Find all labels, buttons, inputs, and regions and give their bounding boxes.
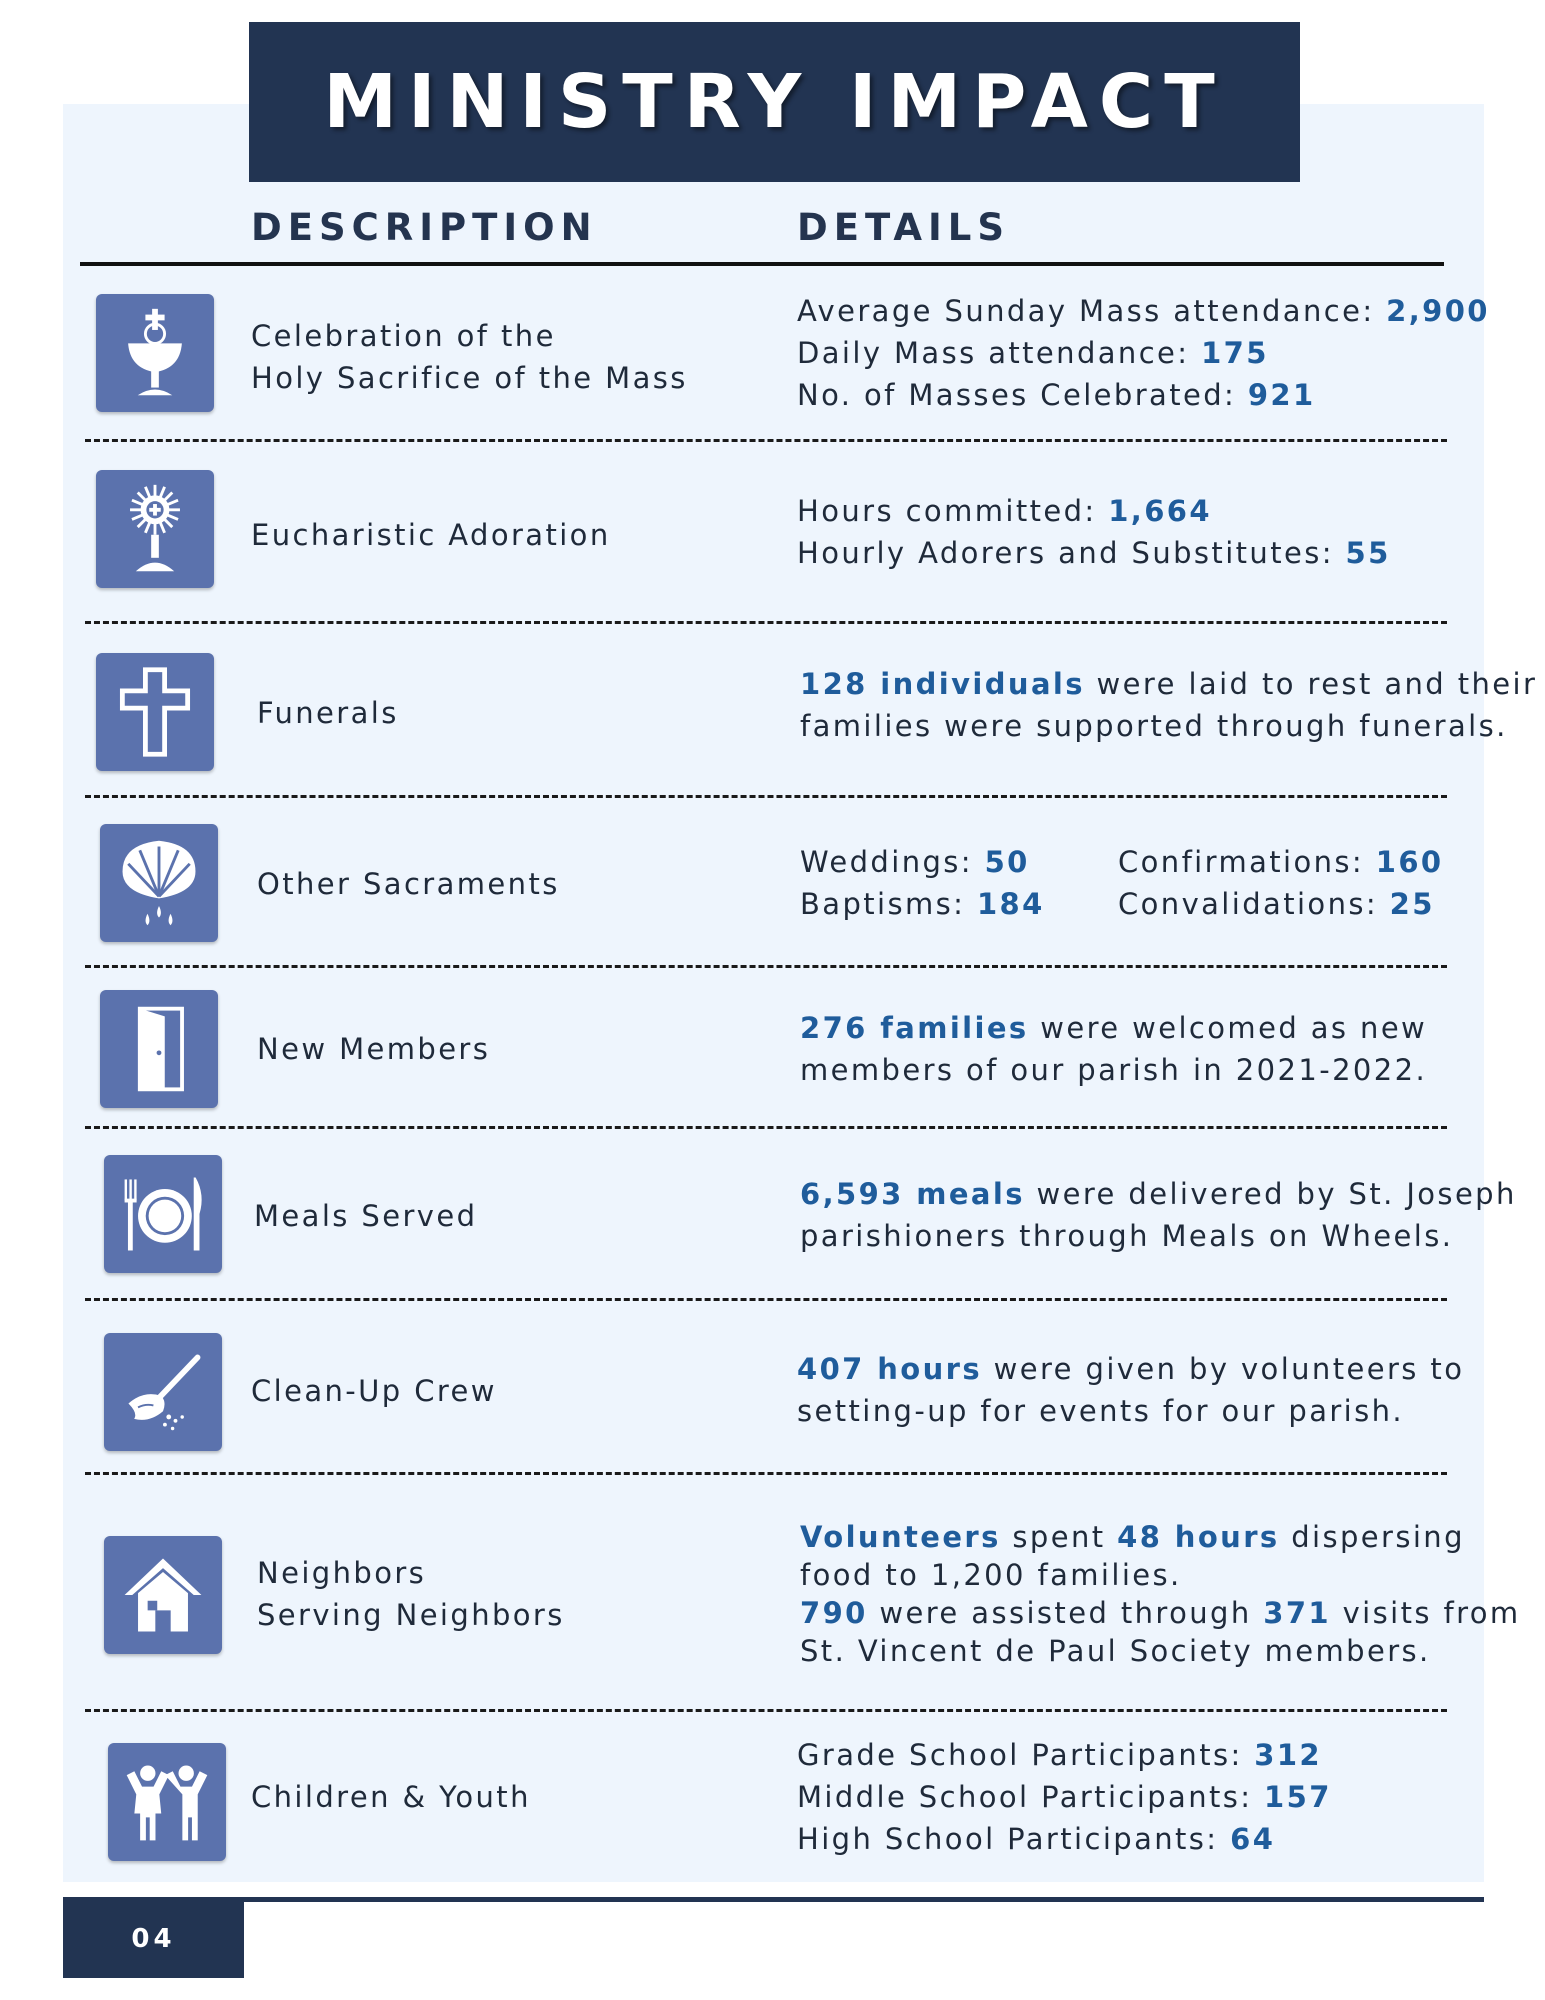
detail-line: 407 hours were given by volunteers to: [797, 1352, 1465, 1386]
detail-line: 128 individuals were laid to rest and their: [800, 667, 1538, 701]
detail-line: Grade School Participants: 312: [797, 1738, 1323, 1772]
row-separator: [85, 1709, 1447, 1712]
stat-highlight: 128 individuals: [800, 667, 1085, 701]
desc-cleanup: Clean-Up Crew: [251, 1374, 497, 1408]
detail-line: Hourly Adorers and Substitutes: 55: [797, 536, 1391, 570]
detail-line: Convalidations: 25: [1118, 887, 1435, 921]
chalice-icon: [96, 294, 214, 412]
stat-highlight: Volunteers: [800, 1520, 1001, 1554]
stat-highlight: 407 hours: [797, 1352, 983, 1386]
details-cleanup: [797, 1348, 1464, 1432]
detail-line: 790 were assisted through 371 visits from: [800, 1596, 1521, 1630]
detail-line: High School Participants: 64: [797, 1822, 1276, 1856]
row-separator: [85, 621, 1447, 624]
stat-highlight: 790: [800, 1596, 868, 1630]
details-funerals: [800, 663, 1537, 747]
title-banner: [249, 22, 1300, 182]
detail-line: 276 families were welcomed as new: [800, 1011, 1428, 1045]
details-members: [800, 1007, 1427, 1091]
house-icon: [104, 1536, 222, 1654]
row-separator: [85, 795, 1447, 798]
footer-rule: [63, 1897, 1484, 1902]
desc-sacraments: Other Sacraments: [257, 867, 560, 901]
detail-line: Baptisms: 184: [800, 887, 1045, 921]
detail-line: Hours committed: 1,664: [797, 494, 1212, 528]
stat-highlight: 276 families: [800, 1011, 1029, 1045]
detail-line: Confirmations: 160: [1118, 845, 1444, 879]
plate-fork-knife-icon: [104, 1155, 222, 1273]
stat-value: 160: [1375, 845, 1444, 879]
desc-neighbors-line2: Serving Neighbors: [257, 1598, 565, 1632]
desc-neighbors: [257, 1552, 565, 1636]
details-sacraments-left: [800, 841, 1045, 925]
stat-value: 1,664: [1108, 494, 1212, 528]
details-meals: [800, 1173, 1517, 1257]
monstrance-icon: [96, 470, 214, 588]
desc-meals: Meals Served: [254, 1199, 478, 1233]
stat-value: 921: [1247, 378, 1316, 412]
detail-line: Middle School Participants: 157: [797, 1780, 1332, 1814]
detail-line: food to 1,200 families.: [800, 1558, 1182, 1592]
page-title: MINISTRY IMPACT: [323, 59, 1226, 145]
desc-adoration: Eucharistic Adoration: [251, 518, 611, 552]
row-separator: [85, 1126, 1447, 1129]
stat-value: 184: [976, 887, 1045, 921]
open-door-icon: [100, 990, 218, 1108]
details-adoration: [797, 490, 1391, 574]
stat-value: 2,900: [1386, 294, 1490, 328]
column-header-description: DESCRIPTION: [251, 206, 598, 249]
desc-mass-line1: Celebration of the: [251, 319, 556, 353]
stat-value: 312: [1254, 1738, 1323, 1772]
row-separator: [85, 965, 1447, 968]
detail-line: St. Vincent de Paul Society members.: [800, 1634, 1431, 1668]
row-separator: [85, 439, 1447, 442]
detail-line: setting-up for events for our parish.: [797, 1394, 1405, 1428]
broom-icon: [104, 1333, 222, 1451]
stat-value: 50: [984, 845, 1030, 879]
details-mass: [797, 290, 1490, 416]
desc-members: New Members: [257, 1032, 491, 1066]
details-sacraments-right: [1118, 841, 1443, 925]
desc-youth: Children & Youth: [251, 1780, 531, 1814]
column-header-details: DETAILS: [797, 206, 1010, 249]
page-number: 04: [131, 1923, 176, 1954]
row-separator: [85, 1472, 1447, 1475]
detail-line: members of our parish in 2021-2022.: [800, 1053, 1428, 1087]
stat-highlight: 6,593 meals: [800, 1177, 1025, 1211]
page-number-box: [63, 1899, 244, 1978]
baptism-shell-icon: [100, 824, 218, 942]
stat-highlight: 48 hours: [1117, 1520, 1280, 1554]
desc-mass-line2: Holy Sacrifice of the Mass: [251, 361, 688, 395]
detail-line: families were supported through funerals.: [800, 709, 1508, 743]
detail-line: Volunteers spent 48 hours dispersing: [800, 1520, 1465, 1554]
cross-icon: [96, 653, 214, 771]
detail-line: parishioners through Meals on Wheels.: [800, 1219, 1454, 1253]
header-rule: [80, 262, 1444, 266]
desc-neighbors-line1: Neighbors: [257, 1556, 427, 1590]
desc-funerals: Funerals: [257, 696, 399, 730]
stat-value: 157: [1264, 1780, 1332, 1814]
detail-line: 6,593 meals were delivered by St. Joseph: [800, 1177, 1517, 1211]
stat-value: 64: [1230, 1822, 1276, 1856]
stat-value: 175: [1201, 336, 1269, 370]
row-separator: [85, 1298, 1447, 1301]
detail-line: Weddings: 50: [800, 845, 1030, 879]
stat-highlight: 371: [1263, 1596, 1331, 1630]
stat-value: 25: [1389, 887, 1435, 921]
children-icon: [108, 1743, 226, 1861]
desc-mass: [251, 315, 688, 399]
details-youth: [797, 1734, 1332, 1860]
details-neighbors: [800, 1518, 1521, 1670]
detail-line: No. of Masses Celebrated: 921: [797, 378, 1316, 412]
detail-line: Daily Mass attendance: 175: [797, 336, 1269, 370]
stat-value: 55: [1345, 536, 1391, 570]
detail-line: Average Sunday Mass attendance: 2,900: [797, 294, 1490, 328]
